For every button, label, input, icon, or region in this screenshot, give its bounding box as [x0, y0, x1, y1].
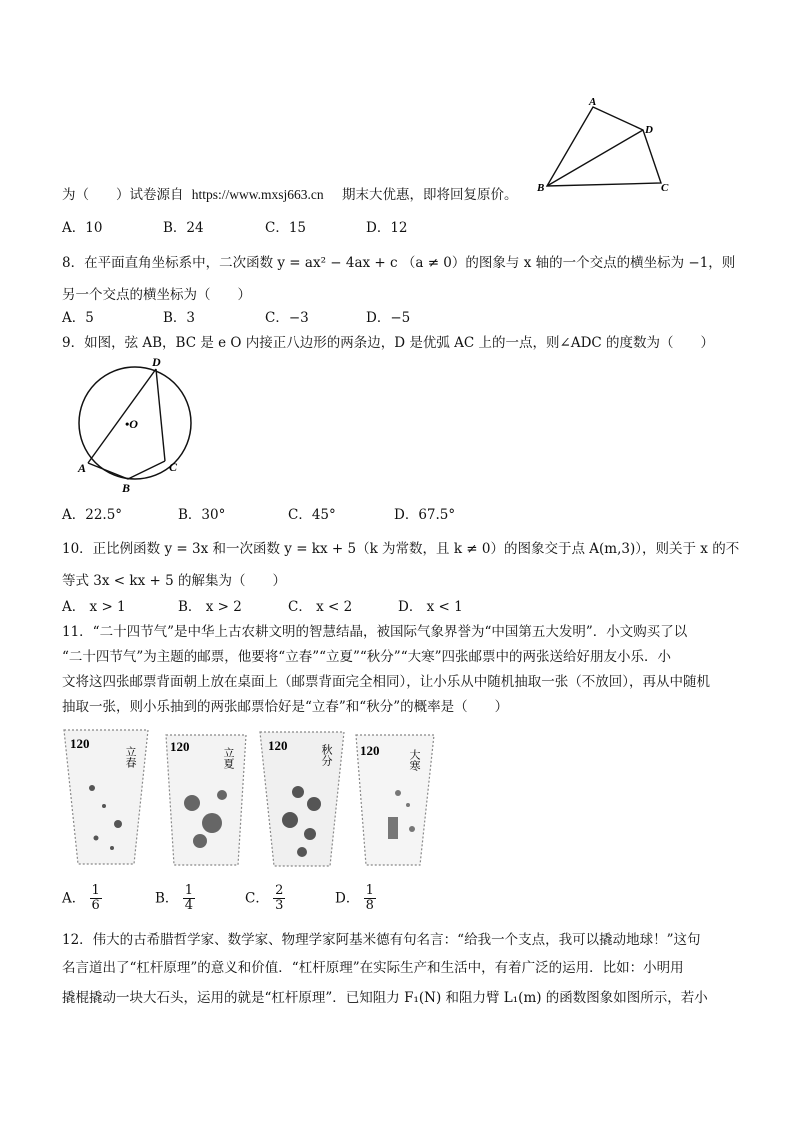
fraction — [273, 884, 285, 914]
q9-option-c: C．45° — [288, 507, 336, 523]
stamp-name: 立夏 — [222, 747, 234, 769]
fraction — [183, 884, 195, 914]
q10-line1: 10．正比例函数 y = 3x 和一次函数 y = kx + 5（k 为常数，且 k ≠ 0）的图象交于点 A(m,3)），则关于 x 的不 — [62, 541, 740, 557]
label-C: C — [169, 460, 178, 474]
fraction — [90, 884, 102, 914]
stamp-name: 立春 — [124, 746, 136, 768]
q10-option-c: C． x < 2 — [288, 599, 353, 615]
stamp-lichun — [62, 728, 150, 868]
q8-option-c: C．−3 — [265, 310, 309, 326]
numerator: 1 — [365, 883, 374, 898]
q11-line1: 11．“二十四节气”是中华上古农耕文明的智慧结晶，被国际气象界誉为“中国第五大发明”．小文购买了以 — [62, 624, 688, 640]
q7-option-c: C．15 — [265, 220, 307, 236]
stamp-qiufen — [258, 730, 346, 870]
stamp-dahan — [352, 733, 437, 868]
label-B: B — [537, 182, 545, 194]
q9-option-d: D．67.5° — [394, 507, 456, 523]
q8-line1: 8．在平面直角坐标系中，二次函数 y = ax² − 4ax + c （a ≠ 0）的图象与 x 轴的一个交点的横坐标为 −1，则 — [62, 255, 736, 271]
q8-option-a: A．5 — [62, 310, 94, 326]
q7-option-d: D．12 — [366, 220, 408, 236]
q9-line1: 9．如图，弦 AB，BC 是 e O 内接正八边形的两条边，D 是优弧 AC 上的一点，则∠ADC 的度数为（ ） — [62, 335, 715, 351]
q11-line3: 文将这四张邮票背面朝上放在桌面上（邮票背面完全相同），让小乐从中随机抽取一张（不放回），再从中随机 — [62, 674, 710, 690]
stamp-value: 120 — [268, 738, 288, 753]
q10-option-a: A． x > 1 — [62, 599, 126, 615]
option-label: C． — [245, 890, 269, 907]
denominator: 8 — [365, 898, 374, 914]
stamp-name: 秋分 — [320, 744, 332, 766]
denominator: 6 — [91, 898, 100, 914]
q11-option-d — [335, 884, 376, 914]
q7-url[interactable]: https://www.mxsj663.cn — [191, 187, 324, 202]
label-C: C — [661, 182, 669, 194]
label-A: A — [78, 461, 87, 475]
option-label: B． — [155, 890, 179, 907]
q8-line2: 另一个交点的横坐标为（ ） — [62, 287, 251, 303]
option-label: A． — [62, 890, 86, 907]
denominator: 3 — [275, 898, 284, 914]
label-O: •O — [125, 417, 138, 431]
quadrilateral-diagram — [535, 95, 675, 200]
stamp-value: 120 — [360, 743, 380, 758]
q12-line2: 名言道出了“杠杆原理”的意义和价值．“杠杆原理”在实际生产和生活中，有着广泛的运用．比如：小明用 — [62, 960, 684, 976]
q7-tail — [62, 183, 517, 203]
label-D: D — [645, 124, 653, 136]
stamp-name: 大寒 — [408, 749, 420, 771]
q11-option-a — [62, 884, 102, 914]
q12-line3: 撬棍撬动一块大石头，运用的就是“杠杆原理”．已知阻力 F₁(N) 和阻力臂 L₁(m) 的函数图象如图所示，若小 — [62, 990, 708, 1006]
q8-option-d: D．−5 — [366, 310, 411, 326]
q7-option-a: A．10 — [62, 220, 103, 236]
q7-tail-prefix: 为（ ）试卷源自 — [62, 187, 184, 203]
fraction — [364, 884, 376, 914]
q10-option-b: B． x > 2 — [178, 599, 242, 615]
label-A: A — [589, 96, 597, 108]
q10-line2: 等式 3x < kx + 5 的解集为（ ） — [62, 573, 286, 589]
numerator: 2 — [275, 883, 284, 898]
q11-line4: 抽取一张，则小乐抽到的两张邮票恰好是“立春”和“秋分”的概率是（ ） — [62, 699, 509, 715]
q7-tail-suffix: 期末大优惠，即将回复原价。 — [341, 187, 518, 203]
q10-option-d: D． x < 1 — [398, 599, 463, 615]
numerator: 1 — [91, 883, 100, 898]
q9-option-b: B．30° — [178, 507, 226, 523]
stamp-lixia — [162, 733, 250, 868]
stamp-value: 120 — [70, 736, 90, 751]
q11-line2: “二十四节气”为主题的邮票，他要将“立春”“立夏”“秋分”“大寒”四张邮票中的两张送给好朋友小乐．小 — [62, 649, 672, 665]
q8-option-b: B．3 — [163, 310, 196, 326]
option-label: D． — [335, 890, 360, 907]
numerator: 1 — [184, 883, 193, 898]
q11-option-b — [155, 884, 195, 914]
label-B: B — [122, 481, 131, 495]
q9-option-a: A．22.5° — [62, 507, 123, 523]
denominator: 4 — [184, 898, 193, 914]
q11-option-c — [245, 884, 285, 914]
circle-octagon-diagram — [70, 355, 200, 495]
stamp-value: 120 — [170, 739, 190, 754]
label-D: D — [152, 355, 161, 369]
q12-line1: 12．伟大的古希腊哲学家、数学家、物理学家阿基米德有句名言：“给我一个支点，我可以撬动地球！”这句 — [62, 932, 701, 948]
q7-option-b: B．24 — [163, 220, 204, 236]
